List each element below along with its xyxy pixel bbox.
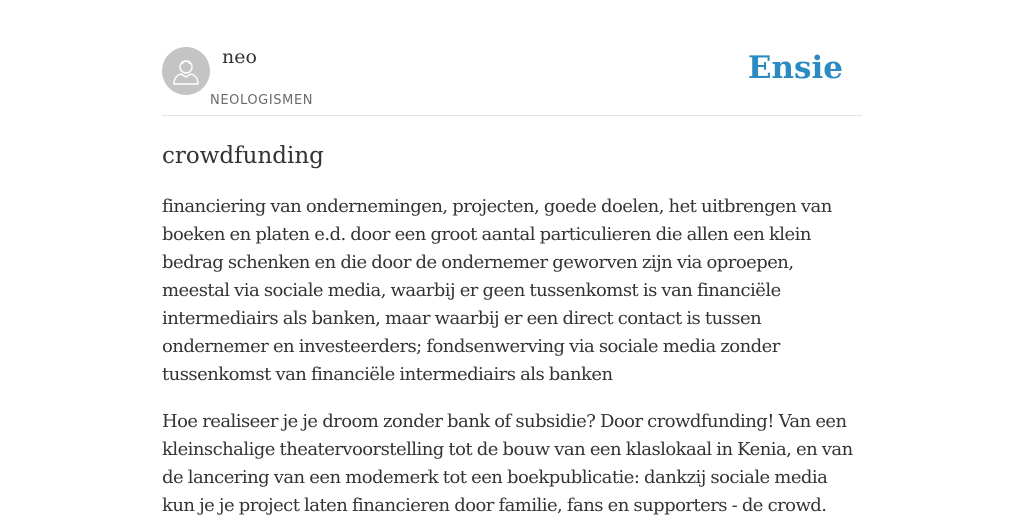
entry-example: Hoe realiseer je je droom zonder bank of subsidie? Door crowdfunding! Van een kleinschalige theatervoorstelling tot de bouw van een klaslokaal in Kenia, en van de lancering van een modemerk tot een boekpublicatie: dankzij sociale media kun je je project laten financieren door familie, fans en supporters - de crowd. bbox=[162, 411, 853, 516]
header bbox=[162, 0, 862, 116]
author-name[interactable]: neo bbox=[222, 46, 257, 68]
brand-logo[interactable]: Ensie bbox=[747, 50, 843, 86]
page bbox=[162, 0, 862, 520]
entry-word: crowdfunding bbox=[162, 143, 324, 169]
entry-definition: financiering van ondernemingen, projecten, goede doelen, het uitbrengen van boeken en platen e.d. door een groot aantal particulieren die allen een klein bedrag schenken en die door de ondernemer geworven zijn via oproepen, meestal via sociale media, waarbij er geen tussenkomst is van financiële intermediairs als banken, maar waarbij er een direct contact is tussen ondernemer en investeerders; fondsenwerving via sociale media zonder tussenkomst van financiële intermediairs als banken bbox=[162, 196, 832, 385]
user-silhouette-icon bbox=[162, 47, 210, 95]
category-link[interactable]: NEOLOGISMEN bbox=[210, 93, 314, 108]
avatar[interactable] bbox=[162, 47, 210, 95]
